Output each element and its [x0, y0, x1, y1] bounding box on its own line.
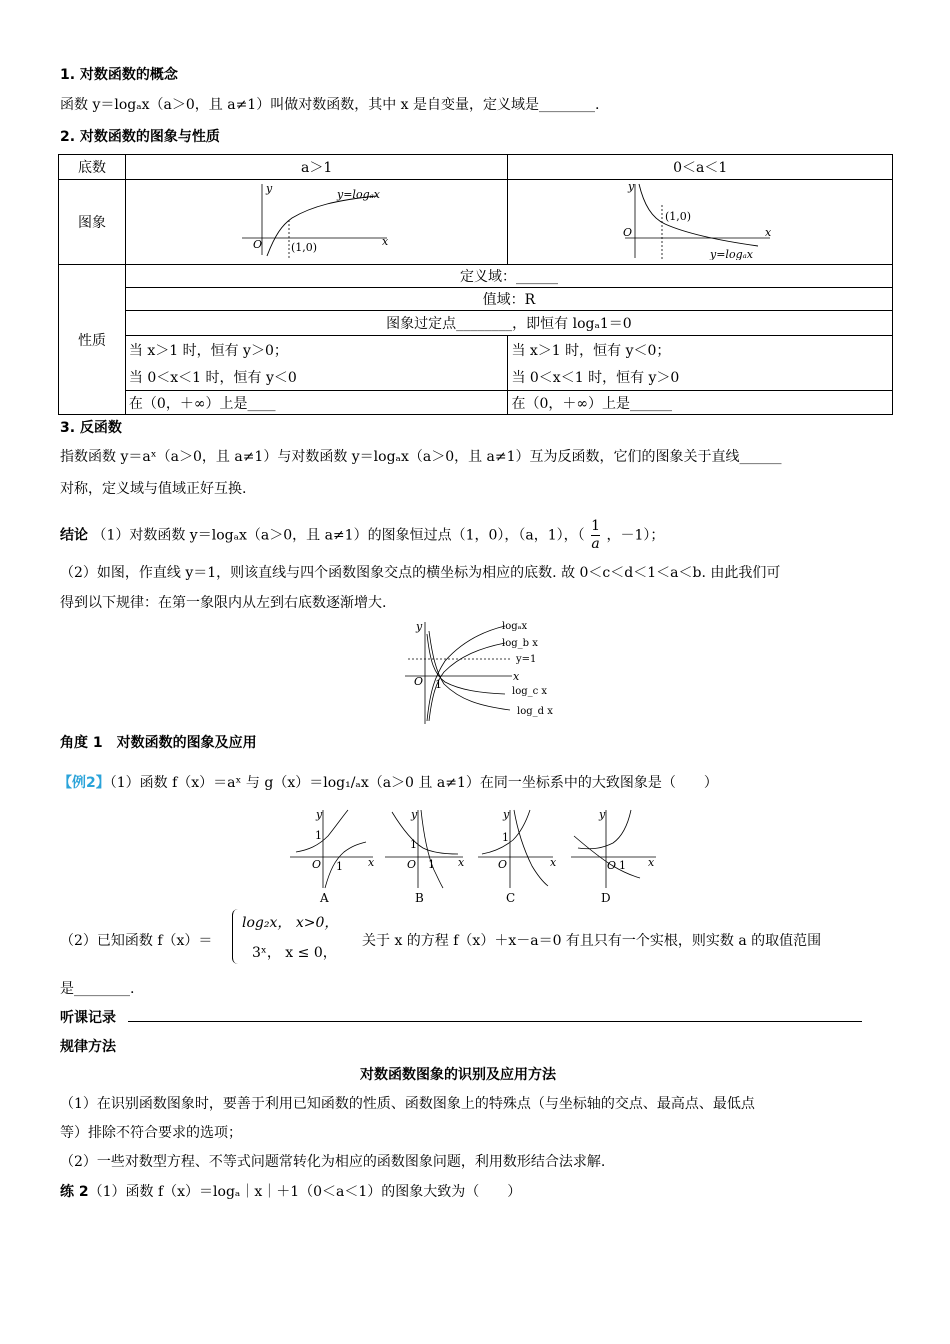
curve-label: y=logₐx	[710, 248, 754, 260]
example-2-q1-text: （1）函数 f（x）＝aˣ 与 g（x）＝log₁/ₐx（a＞0 且 a≠1）在同一坐标系中的大致图象是（ ）	[109, 775, 718, 791]
example-2-q1	[58, 772, 718, 792]
log-curve	[514, 810, 548, 886]
origin-label: O	[407, 858, 417, 871]
col-a-lt-1: 0＜a＜1	[508, 155, 893, 180]
option-b-label: B	[415, 891, 424, 905]
example-2-tag: 【例2】	[58, 775, 110, 791]
practice-question: （1）函数 f（x）＝logₐ｜x｜＋1（0＜a＜1）的图象大致为（ ）	[88, 1184, 522, 1200]
y-label: y	[316, 808, 323, 821]
conclusion-text1: （1）对数函数 y＝logₐx（a＞0，且 a≠1）的图象恒过点（1，0），（a，1），（	[92, 527, 585, 544]
image-label: 图象	[59, 180, 126, 265]
example-2-options	[288, 808, 658, 908]
c2-line3: 在（0，＋∞）上是______	[508, 391, 893, 415]
x-label: x	[550, 856, 557, 869]
fraction-1-over-a	[591, 518, 600, 553]
graph-decreasing	[508, 180, 893, 265]
section-3-title: 3. 反函数	[60, 420, 122, 436]
option-b-graph[interactable]	[385, 808, 465, 905]
method-p1b: 等）排除不符合要求的选项；	[60, 1125, 242, 1141]
label-y-eq-1: y=1	[516, 654, 537, 665]
x-label: x	[765, 226, 772, 239]
four-log-curves-figure	[400, 616, 560, 726]
base-label: 底数	[59, 155, 126, 180]
one-label: 1	[315, 829, 322, 842]
y-label: y	[265, 182, 272, 195]
notes-line[interactable]	[128, 1021, 862, 1022]
origin-label: O	[498, 858, 508, 871]
section-2-title: 2. 对数函数的图象与性质	[60, 129, 220, 145]
one-label: 1	[410, 838, 417, 851]
c2-line1: 当 x＞1 时，恒有 y＜0；	[508, 336, 893, 364]
label-log-d: log_d x	[517, 706, 553, 717]
option-d-graph[interactable]	[571, 808, 656, 905]
one-label: 1	[502, 831, 509, 844]
example-2-q2-prefix: （2）已知函数 f（x）＝	[60, 933, 213, 949]
label-log-c: log_c x	[512, 686, 548, 697]
fixed-point-row: 图象过定点________，即恒有 logₐ1＝0	[125, 311, 892, 336]
curve-label: y=logₐx	[336, 188, 380, 201]
method-title: 对数函数图象的识别及应用方法	[360, 1067, 556, 1083]
section-3-line1: 指数函数 y＝aˣ（a＞0，且 a≠1）与对数函数 y＝logₐx（a＞0，且 a≠1）互为反函数，它们的图象关于直线______	[60, 449, 782, 465]
curve-log-d	[429, 631, 510, 710]
example-2-q2-text: 关于 x 的方程 f（x）＋x－a＝0 有且只有一个实根，则实数 a 的取值范围	[362, 933, 822, 949]
conclusion-line2a: （2）如图，作直线 y＝1，则该直线与四个函数图象交点的横坐标为相应的底数. 故 0＜c＜d＜1＜a＜b. 由此我们可	[60, 565, 781, 581]
practice-2	[60, 1181, 521, 1201]
range-row: 值域：R	[125, 288, 892, 311]
section-3-line2: 对称，定义域与值域正好互换.	[60, 481, 247, 497]
option-a-label: A	[320, 891, 329, 905]
col-a-gt-1: a＞1	[125, 155, 508, 180]
c1-line3: 在（0，＋∞）上是____	[125, 391, 508, 415]
practice-label: 练 2	[60, 1184, 89, 1200]
label-log-a: logₐx	[502, 621, 528, 632]
y-label: y	[503, 808, 510, 821]
origin-label: O	[607, 859, 617, 872]
method-label: 规律方法	[60, 1039, 116, 1055]
origin-label: O	[252, 238, 262, 251]
section-1-text: 函数 y＝logₐx（a＞0，且 a≠1）叫做对数函数，其中 x 是自变量，定义域是________.	[60, 97, 600, 113]
one-label-x: 1	[428, 858, 435, 871]
conclusion-line2b: 得到以下规律：在第一象限内从左到右底数逐渐增大.	[60, 595, 387, 611]
log-curve	[325, 842, 366, 888]
x-label: x	[648, 856, 655, 869]
c1-line2: 当 0＜x＜1 时，恒有 y＜0	[125, 364, 508, 391]
c1-line1: 当 x＞1 时，恒有 y＞0；	[125, 336, 508, 364]
section-1-title: 1. 对数函数的概念	[60, 67, 178, 83]
origin-label: O	[623, 226, 633, 239]
x-label: x	[458, 856, 465, 869]
x-label: x	[368, 856, 375, 869]
log-curve	[267, 196, 377, 256]
example-2-q2-end: 是________.	[60, 981, 135, 997]
fraction-numerator: 1	[591, 518, 601, 534]
origin-label: O	[312, 858, 322, 871]
exp-curve	[392, 812, 458, 854]
label-log-b: log_b x	[502, 638, 538, 649]
point-label: (1,0)	[290, 241, 317, 254]
conclusion-label: 结论	[60, 527, 88, 544]
log-properties-table	[58, 154, 893, 415]
graph-log-decreasing	[620, 180, 780, 260]
method-p2: （2）一些对数型方程、不等式问题常转化为相应的函数图象问题，利用数形结合法求解.	[60, 1154, 606, 1170]
x-label: x	[513, 670, 520, 683]
graph-increasing	[125, 180, 508, 265]
domain-row: 定义域：______	[125, 265, 892, 288]
y-label: y	[599, 808, 606, 821]
y-label: y	[411, 808, 418, 821]
option-d-label: D	[601, 891, 611, 905]
piecewise-brace	[232, 909, 241, 964]
y-label: y	[628, 180, 635, 193]
origin-label: O	[414, 675, 424, 688]
piecewise-case-1: log₂x， x>0，	[242, 915, 339, 931]
one-label-x: 1	[619, 859, 626, 872]
y-label: y	[416, 620, 423, 633]
notes-label: 听课记录	[60, 1010, 116, 1026]
piecewise-case-2: 3ˣ， x ≤ 0，	[252, 945, 337, 961]
angle-1-title: 角度 1 对数函数的图象及应用	[60, 735, 257, 751]
point-label: (1,0)	[665, 210, 692, 223]
one-label-x: 1	[336, 860, 343, 873]
x-label: x	[381, 235, 388, 248]
conclusion-line1	[60, 518, 664, 553]
conclusion-text1-end: ，－1）；	[606, 527, 665, 544]
option-c-graph[interactable]	[478, 808, 557, 905]
one-label: 1	[435, 678, 442, 691]
log-curve	[639, 184, 758, 246]
fraction-denominator: a	[591, 536, 600, 552]
c2-line2: 当 0＜x＜1 时，恒有 y＞0	[508, 364, 893, 391]
prop-label: 性质	[59, 265, 126, 415]
option-a-graph[interactable]	[290, 808, 375, 905]
graph-log-increasing	[237, 180, 397, 260]
option-c-label: C	[506, 891, 516, 905]
method-p1a: （1）在识别函数图象时，要善于利用已知函数的性质、函数图象上的特殊点（与坐标轴的交点、最高点、最低点	[60, 1096, 755, 1112]
